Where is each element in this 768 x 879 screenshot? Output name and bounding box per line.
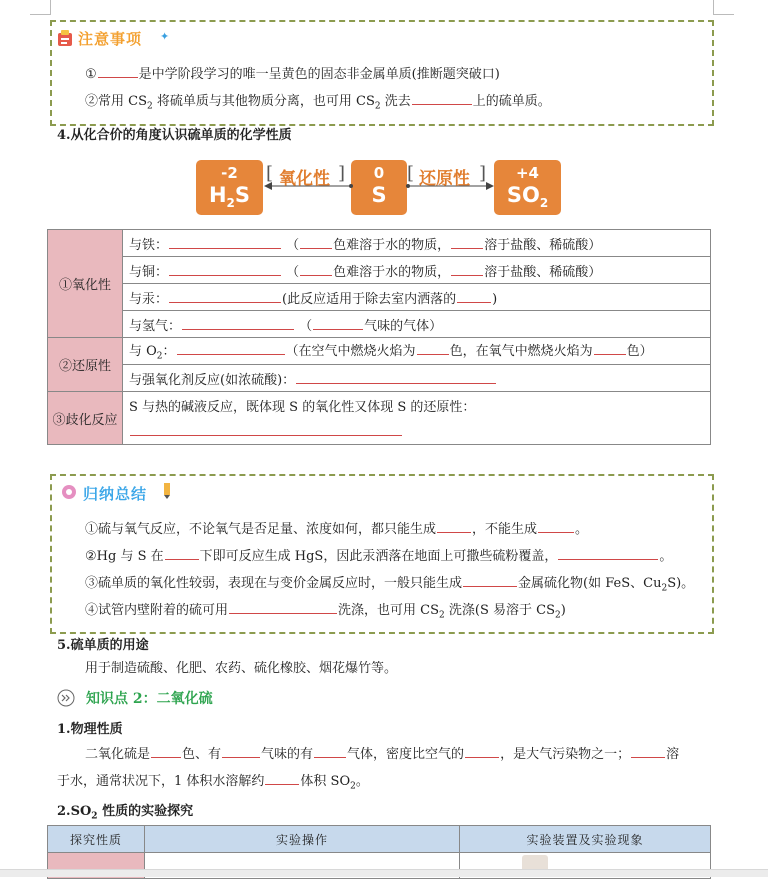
- blank: [594, 353, 626, 355]
- blank: [177, 353, 285, 355]
- so2-valence: +4: [515, 164, 539, 182]
- tips-sparkle-icon: ✦: [160, 30, 170, 43]
- header-operation: 实验操作: [145, 826, 460, 853]
- right-bracket-close: ]: [479, 163, 487, 184]
- tips-badge-icon: [57, 29, 73, 47]
- mercury-row: 与汞： (此反应适用于除去室内洒落的 ): [123, 284, 711, 311]
- table-row: [48, 338, 711, 365]
- reduction-category: ②还原性: [48, 338, 123, 392]
- blank: [451, 274, 483, 276]
- copper-row: 与铜： （ 色难溶于水的物质， 溶于盐酸、稀硫酸）: [123, 257, 711, 284]
- right-bracket-open: [: [407, 163, 415, 184]
- disproportion-category: ③歧化反应: [48, 392, 123, 445]
- tips-line-2: ②常用 $CS_2$ 将硫单质与其他物质分离，也可用 $CS_2$ 洗去 上的硫单质。: [85, 94, 551, 112]
- h2s-box: [196, 160, 263, 215]
- blank: [631, 756, 665, 758]
- blank: [229, 612, 337, 614]
- blank: [465, 756, 499, 758]
- section-4-title: 4.从化合价的角度认识硫单质的化学性质: [57, 128, 292, 143]
- left-bracket-close: ]: [338, 163, 346, 184]
- reduction-label: 还原性: [419, 169, 470, 189]
- blank: [451, 247, 483, 249]
- blank: [169, 247, 281, 249]
- blank: [98, 76, 138, 78]
- table-row: [48, 257, 711, 284]
- blank: [558, 558, 658, 560]
- corner-mark-right: [713, 0, 734, 15]
- blank: [296, 382, 496, 384]
- so2-formula: $SO_2$: [506, 183, 549, 211]
- summary-line-4: ④试管内壁附着的硫可用 洗涤，也可用 $CS_2$ 洗涤(S 易溶于 $CS_2$): [85, 603, 566, 621]
- table-row: [48, 284, 711, 311]
- blank: [412, 103, 472, 105]
- physical-line-1: 二氧化硫是 色、有 气味的有 气体，密度比空气的 ，是大气污染物之一； 溶: [85, 747, 680, 762]
- s-formula: S: [371, 183, 387, 207]
- blank: [182, 328, 294, 330]
- summary-line-1: ①硫与氧气反应，不论氧气是否足量、浓度如何，都只能生成 ，不能生成 。: [85, 522, 589, 537]
- experiment-title: $2.SO_2$ 性质的实验探究: [57, 804, 194, 822]
- kp2-chevron-icon: [57, 689, 75, 707]
- table-row: [48, 311, 711, 338]
- blank: [457, 301, 491, 303]
- section-5-title: 5.硫单质的用途: [57, 638, 149, 653]
- iron-row: 与铁： （ 色难溶于水的物质， 溶于盐酸、稀硫酸）: [123, 230, 711, 257]
- header-property: 探究性质: [48, 826, 145, 853]
- blank: [130, 434, 402, 436]
- blank: [169, 301, 281, 303]
- oxygen-row: 与 $O_2$： （在空气中燃烧火焰为 色，在氧气中燃烧火焰为 色）: [123, 338, 711, 365]
- blank: [437, 531, 471, 533]
- kp2-title: 知识点 2：二氧化硫: [86, 691, 213, 707]
- blank: [222, 756, 260, 758]
- strong-oxidant-row: 与强氧化剂反应(如浓硫酸)：: [123, 365, 711, 392]
- summary-pencil-icon: [160, 482, 174, 500]
- h2s-valence: -2: [221, 164, 238, 182]
- so2-box: [494, 160, 561, 215]
- physical-title: 1.物理性质: [57, 722, 123, 737]
- summary-line-3: ③硫单质的氧化性较弱，表现在与变价金属反应时，一般只能生成 金属硫化物(如 FeS、$Cu_2S$)。: [85, 576, 695, 594]
- table-row: [48, 230, 711, 257]
- blank: [300, 274, 332, 276]
- left-bracket-open: [: [266, 163, 274, 184]
- blank: [417, 353, 449, 355]
- tips-title: 注意事项: [78, 30, 143, 48]
- blank: [300, 247, 332, 249]
- blank: [463, 585, 517, 587]
- header-apparatus: 实验装置及实验现象: [460, 826, 711, 853]
- s-valence: 0: [373, 164, 385, 182]
- disproportion-row: S 与热的碱液反应，既体现 S 的氧化性又体现 S 的还原性：: [123, 392, 711, 445]
- physical-line-2: 于水，通常状况下，1 体积水溶解约 体积 $SO_2$。: [57, 774, 369, 792]
- summary-title: 归纳总结: [83, 485, 148, 503]
- table-row: [48, 365, 711, 392]
- h2s-formula: $H_2S$: [208, 183, 251, 211]
- corner-mark-left: [30, 0, 51, 15]
- summary-badge-icon: [60, 483, 78, 501]
- blank: [151, 756, 181, 758]
- table-row: [48, 392, 711, 445]
- blank: [313, 328, 363, 330]
- table-header-row: [48, 826, 711, 853]
- hydrogen-row: 与氢气： （ 气味的气体）: [123, 311, 711, 338]
- summary-line-2: ②Hg 与 S 在 下即可反应生成 HgS，因此汞洒落在地面上可撒些硫粉覆盖， 。: [85, 549, 673, 564]
- oxidation-category: ①氧化性: [48, 230, 123, 338]
- blank: [538, 531, 574, 533]
- blank: [169, 274, 281, 276]
- blank: [314, 756, 346, 758]
- sulfur-property-table: [47, 229, 711, 445]
- oxidation-label: 氧化性: [279, 169, 330, 189]
- tips-line-1: ① 是中学阶段学习的唯一呈黄色的固态非金属单质(推断题突破口): [85, 67, 500, 82]
- blank: [265, 783, 299, 785]
- section-5-text: 用于制造硫酸、化肥、农药、硫化橡胶、烟花爆竹等。: [85, 661, 398, 676]
- blank: [165, 558, 199, 560]
